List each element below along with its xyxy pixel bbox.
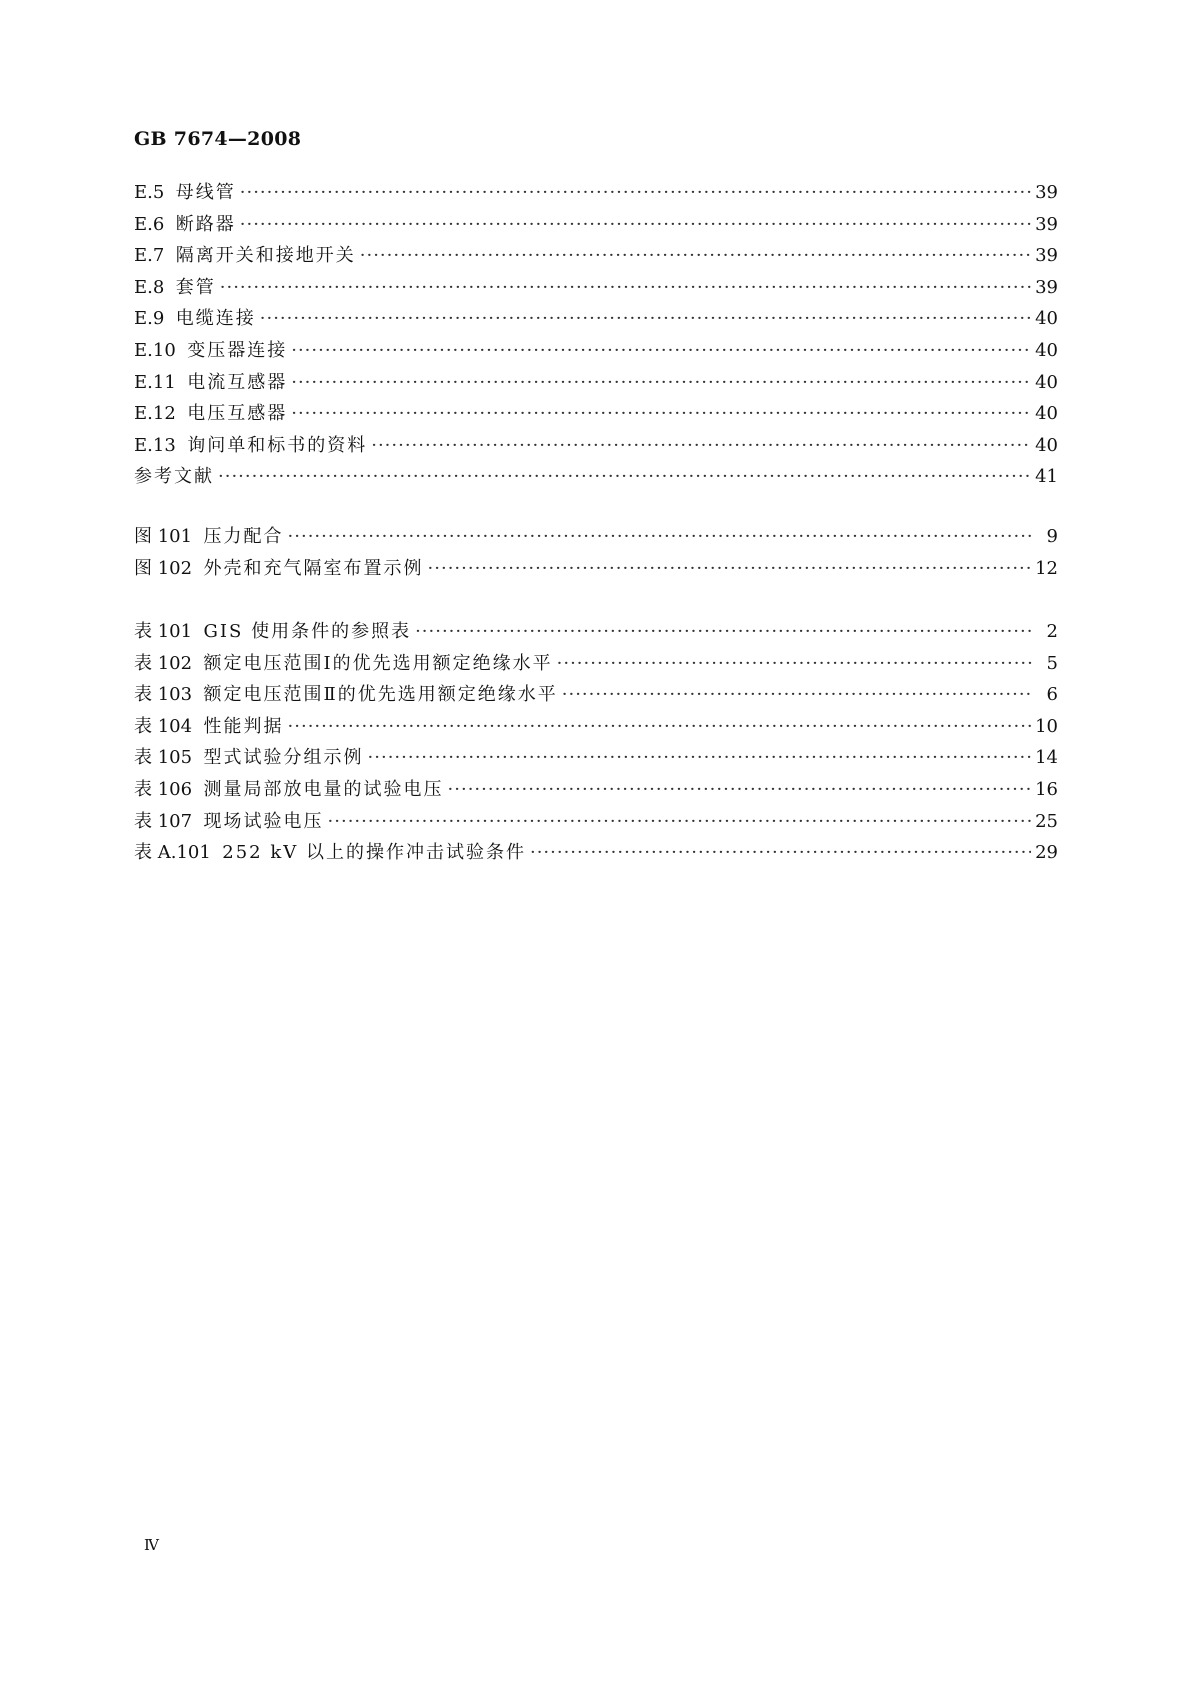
toc-entry[interactable]: [134, 241, 1058, 273]
toc-entry-page: 10: [1035, 715, 1058, 737]
dot-leader: [428, 558, 1032, 579]
toc-entry-page: 16: [1035, 778, 1058, 800]
toc-entry-title: 额定电压范围Ⅱ的优先选用额定绝缘水平: [203, 684, 558, 706]
dot-leader: [220, 277, 1031, 298]
toc-entry-number: E.6: [134, 213, 176, 235]
toc-section-annex-e: [134, 178, 1058, 494]
toc-entry-page: 40: [1035, 339, 1058, 361]
toc-entry-page: 25: [1035, 810, 1058, 832]
toc-entry-page: 39: [1035, 213, 1058, 235]
dot-leader: [240, 214, 1031, 235]
toc-entry[interactable]: [134, 838, 1058, 870]
toc-entry[interactable]: [134, 273, 1058, 305]
toc-entry-page: 6: [1046, 684, 1058, 706]
toc-entry-page: 40: [1035, 434, 1058, 456]
toc-entry-number: 表 105: [134, 747, 204, 769]
toc-entry-number: 表 106: [134, 778, 204, 800]
toc-entry-number: 图 102: [134, 557, 204, 579]
toc-entry-page: 9: [1046, 526, 1058, 547]
toc-entry-title: 测量局部放电量的试验电压: [203, 778, 444, 800]
toc-entry-title: 外壳和充气隔室布置示例: [203, 557, 424, 579]
toc-entry-title: 型式试验分组示例: [203, 747, 364, 769]
toc-entry-number: E.5: [134, 182, 176, 203]
toc-entry-page: 39: [1035, 182, 1058, 203]
toc-entry-number: 图 101: [134, 526, 204, 547]
dot-leader: [562, 684, 1032, 705]
toc-entry[interactable]: [134, 649, 1058, 681]
toc-entry-title: 断路器: [175, 213, 236, 235]
document-id: GB 7674—2008: [134, 128, 302, 150]
toc-entry-number: E.13: [134, 434, 188, 456]
dot-leader: [557, 653, 1032, 674]
dot-leader: [328, 811, 1032, 832]
toc-entry-number: 表 A.101: [134, 842, 223, 864]
toc-entry[interactable]: [134, 617, 1058, 649]
toc-entry-title: 变压器连接: [187, 339, 288, 361]
dot-leader: [448, 779, 1032, 800]
toc-entry-number: 表 102: [134, 652, 204, 674]
toc-entry-page: 29: [1035, 842, 1058, 864]
toc-entry[interactable]: [134, 712, 1058, 744]
dot-leader: [291, 340, 1031, 361]
toc-entry-title: 压力配合: [203, 526, 284, 547]
toc-entry-number: E.12: [134, 403, 188, 425]
toc-entry[interactable]: [134, 775, 1058, 807]
toc-entry-number: E.10: [134, 339, 188, 361]
toc-section-figures: [134, 522, 1058, 585]
toc-entry-page: 2: [1046, 621, 1058, 642]
toc-entry-number: 表 107: [134, 810, 204, 832]
toc-entry[interactable]: [134, 210, 1058, 242]
toc-entry[interactable]: [134, 522, 1058, 554]
toc-entry-title: 隔离开关和接地开关: [175, 245, 356, 267]
dot-leader: [291, 403, 1031, 424]
toc-entry-title: 电缆连接: [175, 308, 256, 330]
toc-entry-title: 现场试验电压: [203, 810, 324, 832]
toc-entry-page: 40: [1035, 308, 1058, 330]
toc-entry-page: 41: [1035, 466, 1058, 488]
toc-entry-page: 14: [1035, 747, 1058, 769]
toc-entry-title: 性能判据: [203, 715, 284, 737]
toc-entry-title: 252 kV 以上的操作冲击试验条件: [222, 842, 526, 864]
toc-entry-page: 40: [1035, 403, 1058, 425]
toc-entry-number: 表 104: [134, 715, 204, 737]
toc-entry-title: 电流互感器: [187, 371, 288, 393]
dot-leader: [240, 182, 1031, 203]
page-number: Ⅳ: [144, 1536, 159, 1554]
toc-entry[interactable]: [134, 368, 1058, 400]
toc-entry-title: 电压互感器: [187, 403, 288, 425]
toc-entry[interactable]: [134, 336, 1058, 368]
toc-entry[interactable]: [134, 462, 1058, 494]
toc-entry-title: 套管: [175, 276, 216, 298]
dot-leader: [371, 435, 1031, 456]
toc-entry-title: 询问单和标书的资料: [187, 434, 368, 456]
dot-leader: [218, 466, 1031, 487]
toc-entry-page: 39: [1035, 276, 1058, 298]
toc-entry-title: 额定电压范围Ⅰ的优先选用额定绝缘水平: [203, 652, 553, 674]
dot-leader: [260, 308, 1031, 329]
toc-entry[interactable]: [134, 743, 1058, 775]
toc-entry-title: 参考文献: [134, 466, 214, 488]
toc-entry-page: 40: [1035, 371, 1058, 393]
toc-entry-number: 表 103: [134, 684, 204, 706]
toc-entry[interactable]: [134, 304, 1058, 336]
toc-entry-number: E.8: [134, 276, 176, 298]
toc-entry-page: 5: [1046, 652, 1058, 674]
toc-entry[interactable]: [134, 178, 1058, 210]
dot-leader: [360, 245, 1031, 266]
toc-entry-page: 12: [1035, 557, 1058, 579]
toc-entry-title: 母线管: [175, 182, 236, 203]
toc-entry-number: E.7: [134, 245, 176, 267]
toc-entry-number: E.11: [134, 371, 188, 393]
toc-entry[interactable]: [134, 807, 1058, 839]
toc-entry[interactable]: [134, 554, 1058, 586]
toc-entry[interactable]: [134, 680, 1058, 712]
toc-entry-number: 表 101: [134, 621, 204, 642]
dot-leader: [288, 716, 1032, 737]
dot-leader: [291, 372, 1031, 393]
toc-entry[interactable]: [134, 399, 1058, 431]
toc-entry[interactable]: [134, 431, 1058, 463]
toc-entry-number: E.9: [134, 308, 176, 330]
dot-leader: [368, 747, 1032, 768]
toc-entry-title: GIS 使用条件的参照表: [203, 621, 412, 642]
toc-entry-page: 39: [1035, 245, 1058, 267]
dot-leader: [415, 621, 1032, 642]
dot-leader: [530, 842, 1031, 863]
dot-leader: [288, 526, 1032, 547]
toc-section-tables: [134, 617, 1058, 870]
